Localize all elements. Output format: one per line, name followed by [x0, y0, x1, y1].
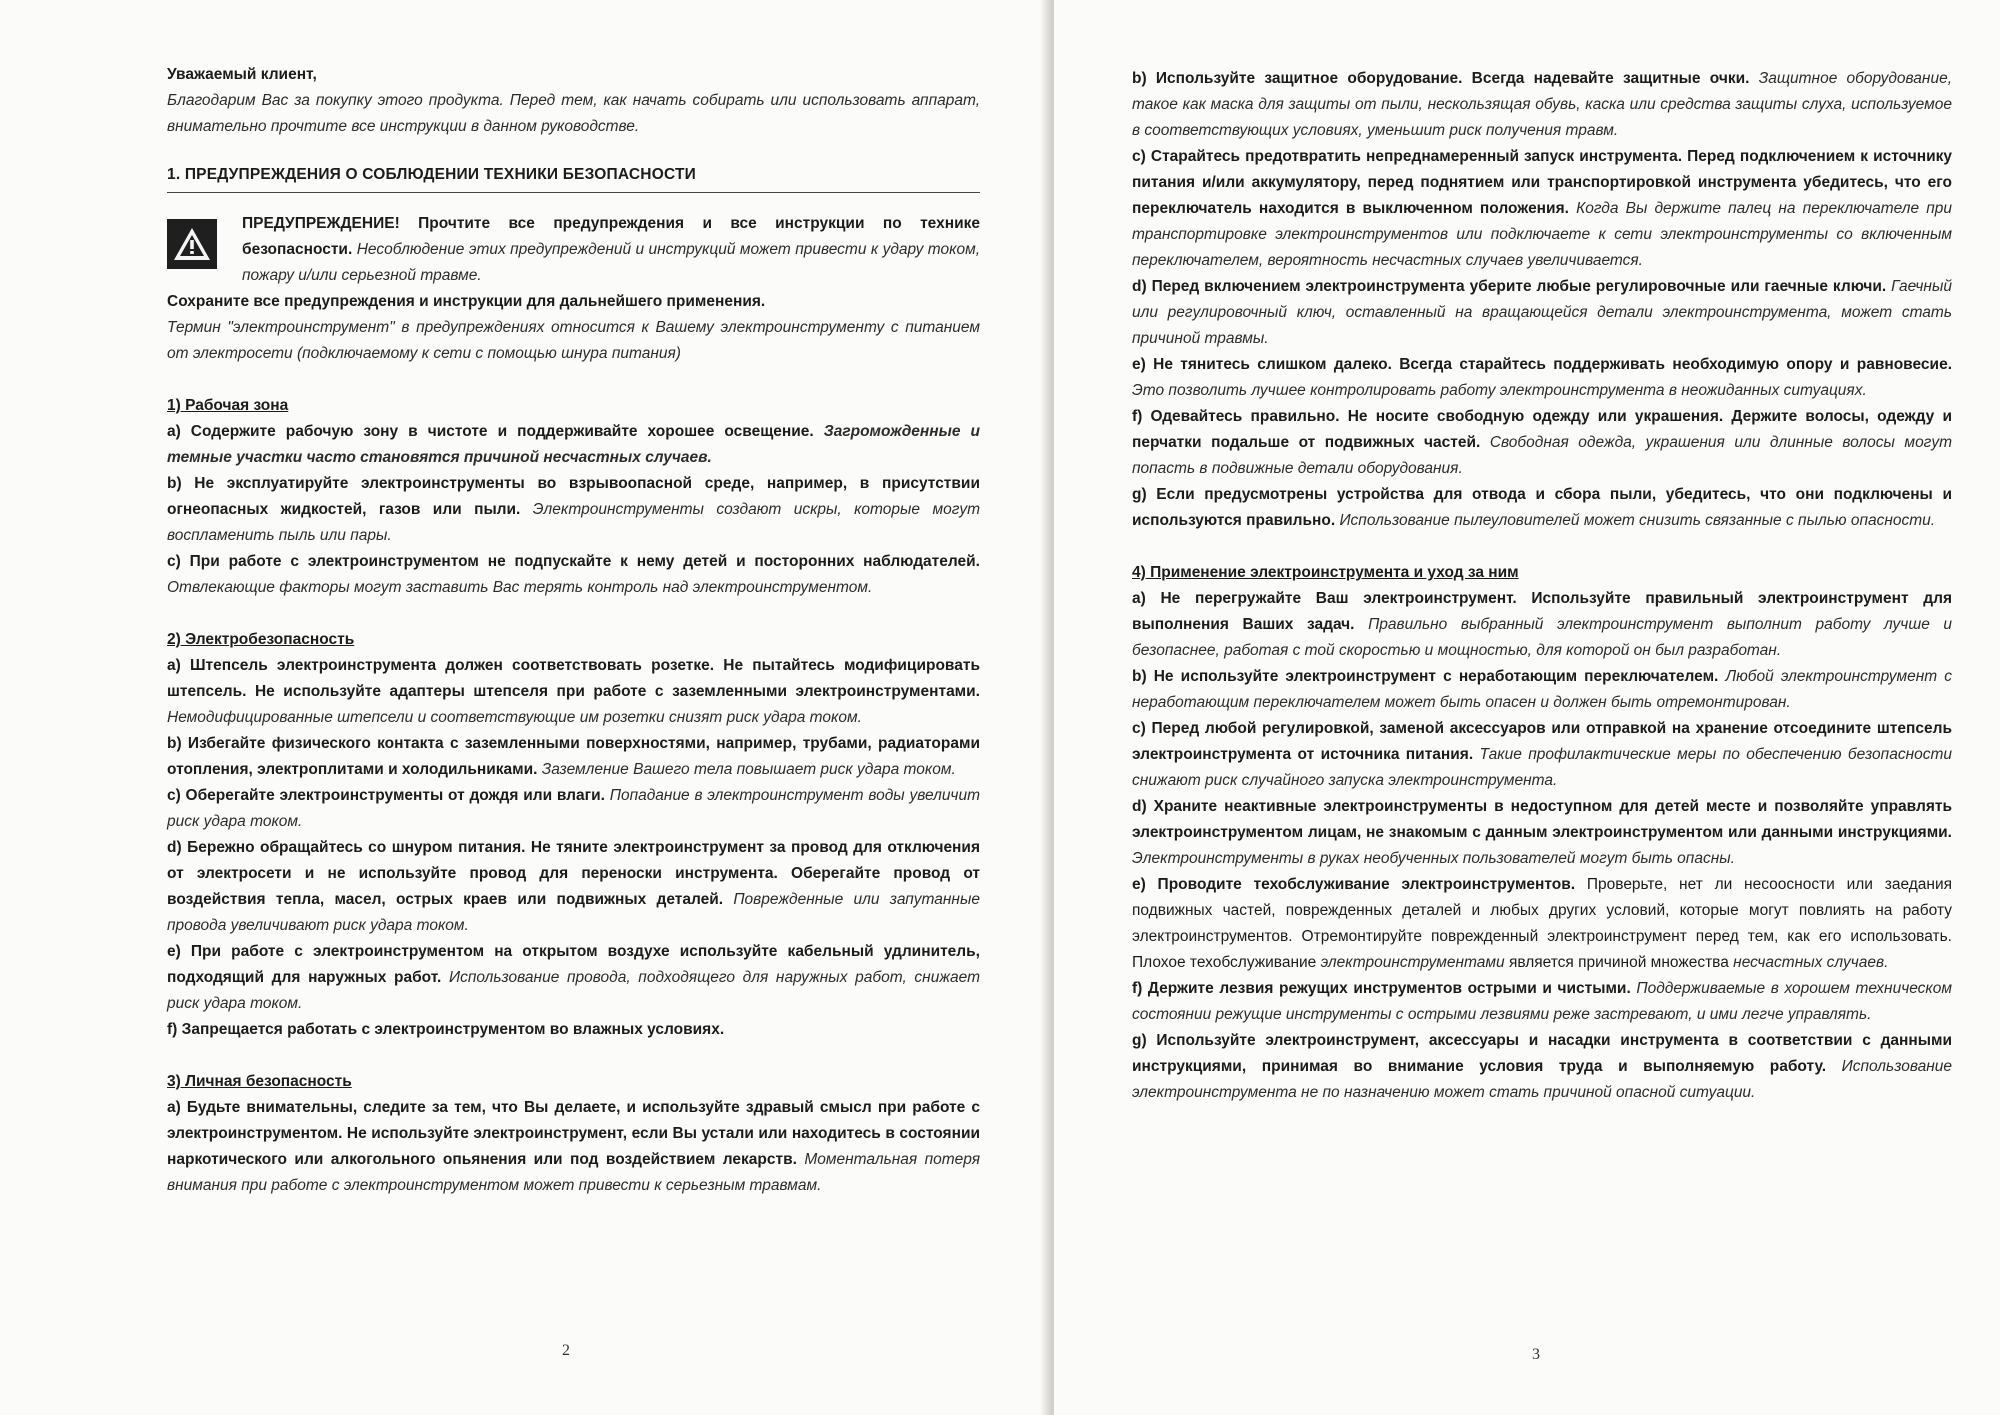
electrical-item-b: b) Избегайте физического контакта с заземленными поверхностями, например, трубами, радиаторами отопления, электроплитами и холодильниками. Заземление Вашего тела повышает риск удара током.	[167, 735, 980, 778]
page-number-left: 2	[562, 1342, 570, 1359]
tool-use-item-g: g) Используйте электроинструмент, аксессуары и насадки инструмента в соответствии с данными инструкциями, принимая во внимание условия труда и выполняемую работу. Использование электроинструмента не по назначению может стать причиной опасной ситуации.	[1132, 1032, 1952, 1101]
tool-use-item-e: e) Проводите техобслуживание электроинструментов. Проверьте, нет ли несоосности или заедания подвижных частей, поврежденных деталей и любых других условий, которые могут повлиять на работу электроинструментов. Отремонтируйте поврежденный электроинструмент перед тем, как его использовать. Плохое техобслуживание электроинструментами является причиной множества несчастных случаев.	[1132, 876, 1952, 971]
personal-item-g: g) Если предусмотрены устройства для отвода и сбора пыли, убедитесь, что они подключены и используются правильно. Использование пылеуловителей может снизить связанные с пылью опасности.	[1132, 486, 1952, 529]
tool-use-item-b: b) Не используйте электроинструмент с неработающим переключателем. Любой электроинструмент с неработающим переключателем может быть опасен и должен быть отремонтирован.	[1132, 668, 1952, 711]
right-page	[1054, 0, 2000, 1415]
personal-item-c: c) Старайтесь предотвратить непреднамеренный запуск инструмента. Перед подключением к источнику питания и/или аккумулятору, перед поднятием или транспортировкой инструмента убедитесь, что его переключатель находится в выключенном положения. Когда Вы держите палец на переключателе при транспортировке электроинструментов или подключаете к сети электроинструменты со включенным переключателем, вероятность несчастных случаев увеличивается.	[1132, 148, 1953, 269]
page-number-right: 3	[1532, 1346, 1540, 1363]
warning-triangle-icon	[167, 219, 217, 269]
personal-item-f: f) Одевайтесь правильно. Не носите свободную одежду или украшения. Держите волосы, одежду и перчатки подальше от подвижных частей. Свободная одежда, украшения или длинные волосы могут попасть в подвижные детали оборудования.	[1132, 408, 1952, 477]
save-note: Сохраните все предупреждения и инструкции для дальнейшего применения.	[167, 293, 766, 310]
subheading-work-area: 1) Рабочая зона	[167, 397, 289, 414]
personal-item-a: a) Будьте внимательны, следите за тем, что Вы делаете, и используйте здравый смысл при работе с электроинструментом. Не используйте электроинструмент, если Вы устали или находитесь в состоянии наркотического или алкогольного опьянения или под воздействием лекарств. Моментальная потеря внимания при работе с электроинструментом может привести к серьезным травмам.	[167, 1099, 980, 1194]
intro-paragraph: Благодарим Вас за покупку этого продукта. Перед тем, как начать собирать или использовать аппарат, внимательно прочтите все инструкции в данном руководстве.	[167, 92, 980, 135]
personal-item-b: b) Используйте защитное оборудование. Всегда надевайте защитные очки. Защитное оборудование, такое как маска для защиты от пыли, нескользящая обувь, каска или средства защиты слуха, используемое в соответствующих условиях, уменьшит риск получения травм.	[1132, 70, 1952, 139]
tool-use-item-f: f) Держите лезвия режущих инструментов острыми и чистыми. Поддерживаемые в хорошем техническом состоянии режущие инструменты с острыми лезвиями реже застревают, и ими легче управлять.	[1132, 980, 1952, 1023]
electrical-item-e: e) При работе с электроинструментом на открытом воздухе используйте кабельный удлинитель, подходящий для наружных работ. Использование провода, подходящего для наружных работ, снижает риск удара током.	[167, 943, 980, 1012]
personal-item-e: e) Не тянитесь слишком далеко. Всегда старайтесь поддерживать необходимую опору и равновесие. Это позволить лучшее контролировать работу электроинструмента в неожиданных ситуациях.	[1132, 356, 1952, 399]
electrical-item-a: a) Штепсель электроинструмента должен соответствовать розетке. Не пытайтесь модифицировать штепсель. Не используйте адаптеры штепселя при работе с заземленными электроинструментами. Немодифицированные штепсели и соответствующие им розетки снизят риск удара током.	[167, 657, 980, 726]
left-column	[167, 62, 980, 1199]
warning-text: ПРЕДУПРЕЖДЕНИЕ! Прочтите все предупреждения и все инструкции по технике безопасности. Несоблюдение этих предупреждений и инструкций может привести к удару током, пожару и/или серьезной травме.	[242, 215, 981, 284]
greeting: Уважаемый клиент,	[167, 66, 317, 83]
tool-use-item-a: a) Не перегружайте Ваш электроинструмент. Используйте правильный электроинструмент для выполнения Ваших задач. Правильно выбранный электроинструмент выполнит работу лучше и безопаснее, работая с той скоростью и мощностью, для которой он был разработан.	[1132, 590, 1953, 659]
subheading-personal-safety: 3) Личная безопасность	[167, 1073, 352, 1090]
work-area-item-c: c) При работе с электроинструментом не подпускайте к нему детей и посторонних наблюдателей. Отвлекающие факторы могут заставить Вас терять контроль над электроинструментом.	[167, 553, 980, 596]
right-column	[1132, 66, 1952, 1106]
subheading-tool-use: 4) Применение электроинструмента и уход за ним	[1132, 564, 1519, 581]
personal-item-d: d) Перед включением электроинструмента уберите любые регулировочные или гаечные ключи. Гаечный или регулировочный ключ, оставленный на вращающейся детали электроинструмента, может стать причиной травмы.	[1132, 278, 1952, 347]
work-area-item-b: b) Не эксплуатируйте электроинструменты во взрывоопасной среде, например, в присутствии огнеопасных жидкостей, газов или пыли. Электроинструменты создают искры, которые могут воспламенить пыль или пары.	[167, 475, 980, 544]
work-area-item-a: a) Содержите рабочую зону в чистоте и поддерживайте хорошее освещение. Загроможденные и темные участки часто становятся причиной несчастных случаев.	[167, 423, 980, 466]
tool-use-item-d: d) Храните неактивные электроинструменты в недоступном для детей месте и позволяйте управлять электроинструментом лицам, не знакомым с данным электроинструментом или данными инструкциями. Электроинструменты в руках необученных пользователей могут быть опасны.	[1132, 798, 1952, 867]
electrical-item-c: c) Оберегайте электроинструменты от дождя или влаги. Попадание в электроинструмент воды увеличит риск удара током.	[167, 787, 980, 830]
warning-block	[167, 211, 980, 289]
electrical-item-d: d) Бережно обращайтесь со шнуром питания. Не тяните электроинструмент за провод для отключения от электросети и не используйте провод для переноски инструмента. Оберегайте провод от воздействия тепла, масел, острых краев или подвижных деталей. Поврежденные или запутанные провода увеличивают риск удара током.	[167, 839, 980, 934]
subheading-electrical-safety: 2) Электробезопасность	[167, 631, 355, 648]
term-note: Термин "электроинструмент" в предупреждениях относится к Вашему электроинструменту с питанием от электросети (подключаемому к сети с помощью шнура питания)	[167, 319, 980, 362]
section-title-safety: 1. ПРЕДУПРЕЖДЕНИЯ О СОБЛЮДЕНИИ ТЕХНИКИ БЕЗОПАСНОСТИ	[167, 162, 980, 193]
tool-use-item-c: c) Перед любой регулировкой, заменой аксессуаров или отправкой на хранение отсоедините штепсель электроинструмента от источника питания. Такие профилактические меры по обеспечению безопасности снижают риск случайного запуска электроинструмента.	[1132, 720, 1952, 789]
electrical-item-f: f) Запрещается работать с электроинструментом во влажных условиях.	[167, 1021, 725, 1038]
